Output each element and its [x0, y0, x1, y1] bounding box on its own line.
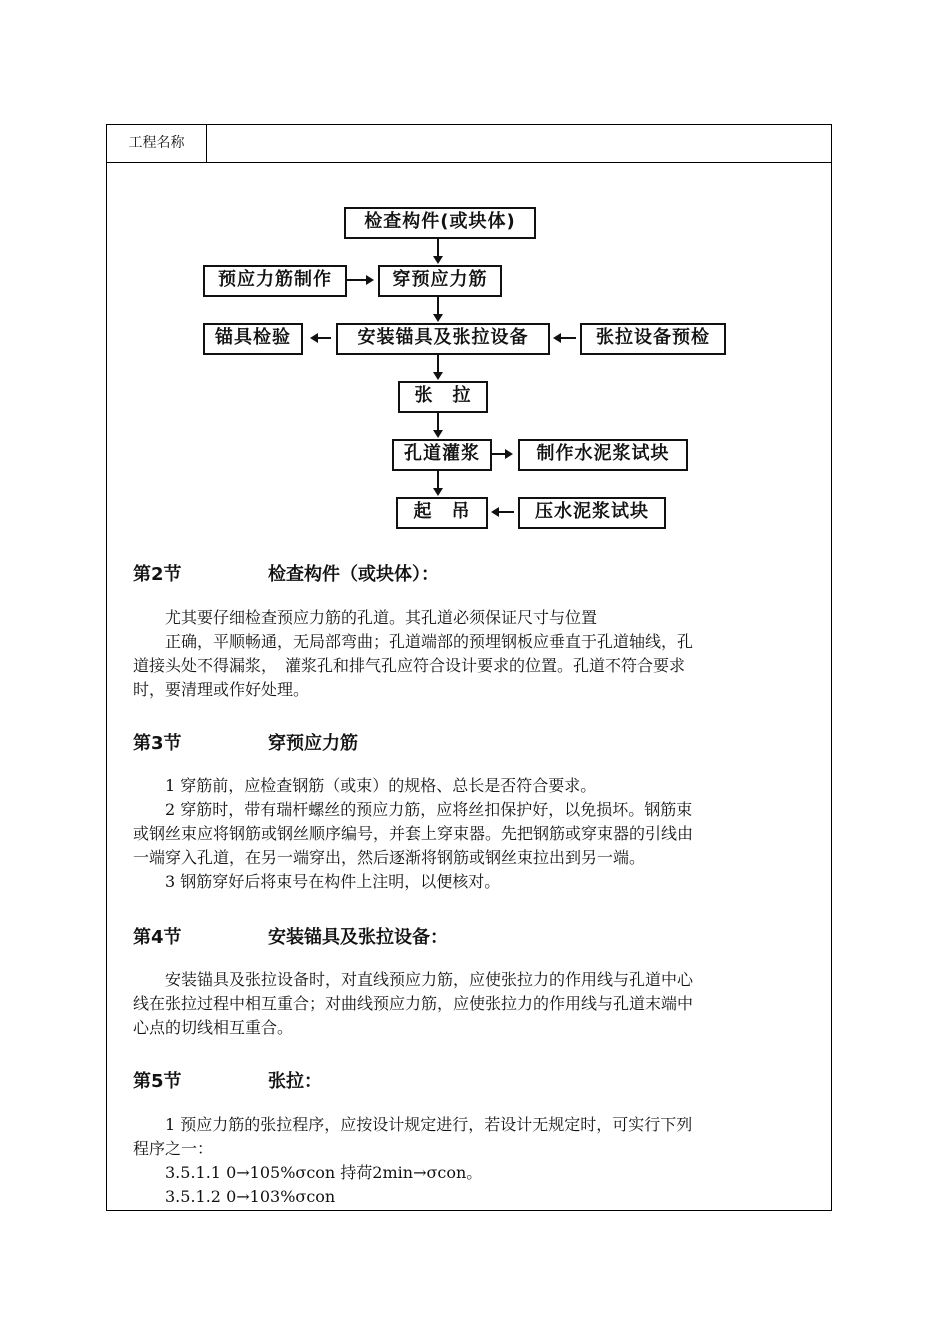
flow-arrow — [437, 237, 439, 257]
flow-arrow-head — [433, 256, 443, 264]
paragraph-line: 1 预应力筋的张拉程序，应按设计规定进行，若设计无规定时，可实行下列 — [165, 1115, 693, 1134]
flow-arrow-head — [433, 488, 443, 496]
paragraph-line: 尤其要仔细检查预应力筋的孔道。其孔道必须保证尺寸与位置 — [165, 608, 598, 627]
paragraph-line: 程序之一： — [133, 1139, 214, 1158]
paragraph-line: 2 穿筋时，带有瑞杆螺丝的预应力筋，应将丝扣保护好，以免损坏。钢筋束 — [165, 800, 693, 819]
flow-arrow-head — [433, 430, 443, 438]
paragraph-line: 1 穿筋前，应检查钢筋（或束）的规格、总长是否符合要求。 — [165, 776, 597, 795]
section-2-body — [133, 606, 803, 702]
paragraph-line: 道接头处不得漏浆， 灌浆孔和排气孔应符合设计要求的位置。孔道不符合要求 — [133, 656, 686, 675]
paragraph-line: 一端穿入孔道，在另一端穿出，然后逐渐将钢筋或钢丝束拉出到另一端。 — [133, 848, 646, 867]
flow-arrow — [492, 453, 506, 455]
section-2-title: 检查构件（或块体）： — [268, 564, 439, 585]
paragraph-line: 3 钢筋穿好后将束号在构件上注明，以便核对。 — [165, 872, 501, 891]
flow-arrow — [437, 411, 439, 431]
paragraph-line: 正确，平顺畅通，无局部弯曲；孔道端部的预埋钢板应垂直于孔道轴线，孔 — [165, 632, 694, 651]
flow-box-equipment-precheck: 张拉设备预检 — [580, 323, 726, 355]
paragraph-line: 线在张拉过程中相互重合；对曲线预应力筋，应使张拉力的作用线与孔道末端中 — [133, 994, 694, 1013]
flow-arrow-head — [505, 449, 513, 459]
flow-arrow-head — [366, 275, 374, 285]
flow-arrow-head — [433, 372, 443, 380]
flow-arrow — [437, 353, 439, 373]
section-5-body — [133, 1113, 803, 1209]
flow-box-anchor-check: 锚具检验 — [203, 323, 303, 355]
section-2-number: 第2节 — [133, 564, 182, 585]
flow-arrow — [437, 469, 439, 489]
section-4-number: 第4节 — [133, 927, 182, 948]
project-name-label: 工程名称 — [107, 125, 207, 162]
flow-box-install: 安装锚具及张拉设备 — [336, 323, 550, 355]
section-3-body — [133, 774, 803, 894]
section-4-body — [133, 968, 803, 1040]
flow-arrow-head — [433, 314, 443, 322]
flow-arrow — [437, 295, 439, 315]
paragraph-line: 时，要清理或作好处理。 — [133, 680, 310, 699]
flow-box-press-block: 压水泥浆试块 — [518, 497, 666, 529]
section-4-title: 安装锚具及张拉设备： — [268, 927, 448, 948]
section-5-number: 第5节 — [133, 1071, 182, 1092]
paragraph-line: 心点的切线相互重合。 — [133, 1018, 294, 1037]
paragraph-line: 3.5.1.2 0→103%σcon — [165, 1187, 336, 1206]
section-3-title: 穿预应力筋 — [268, 733, 358, 754]
flow-box-prestress-make: 预应力筋制作 — [203, 265, 347, 297]
flow-box-thread: 穿预应力筋 — [378, 265, 502, 297]
flow-arrow — [498, 511, 514, 513]
paragraph-line: 安装锚具及张拉设备时，对直线预应力筋，应使张拉力的作用线与孔道中心 — [165, 970, 694, 989]
flow-box-make-block: 制作水泥浆试块 — [518, 439, 688, 471]
paragraph-line: 3.5.1.1 0→105%σcon 持荷2min→σcon。 — [165, 1163, 483, 1182]
header-row — [107, 125, 831, 163]
flow-box-tension: 张 拉 — [398, 381, 488, 413]
flow-box-lift: 起 吊 — [396, 497, 488, 529]
flow-box-inspect: 检查构件(或块体) — [344, 207, 536, 239]
flow-arrow — [347, 279, 367, 281]
section-5-title: 张拉： — [268, 1071, 322, 1092]
section-3-number: 第3节 — [133, 733, 182, 754]
flow-arrow — [317, 337, 331, 339]
flow-box-grout: 孔道灌浆 — [392, 439, 492, 471]
paragraph-line: 或钢丝束应将钢筋或钢丝顺序编号，并套上穿束器。先把钢筋或穿束器的引线由 — [133, 824, 694, 843]
flow-arrow — [560, 337, 576, 339]
